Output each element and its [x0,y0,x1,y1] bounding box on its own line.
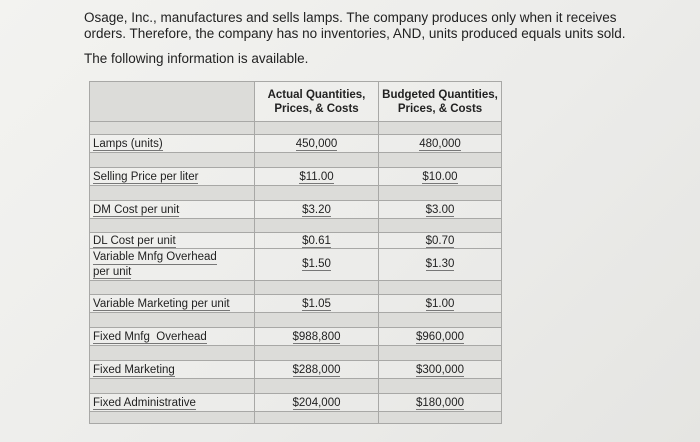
spacer-cell [90,346,255,361]
row-label-text: per unit [93,266,132,278]
row-label [90,295,255,313]
row-actual-value [255,233,379,249]
spacer-cell [379,412,502,424]
spacer-cell [90,186,255,201]
table-row [90,168,502,186]
row-actual-value [255,394,379,412]
actual-value-text: $0.61 [302,234,331,247]
spacer-cell [255,313,379,328]
spacer-cell [379,281,502,295]
row-actual-value [255,361,379,379]
table-spacer-row [90,219,502,233]
spacer-cell [90,412,255,424]
spacer-cell [379,346,502,361]
spacer-cell-label [90,122,255,135]
spacer-cell [255,219,379,233]
row-budgeted-value [379,135,502,153]
row-label-text: DM Cost per unit [93,203,180,216]
row-label [90,394,255,412]
spacer-cell [90,219,255,233]
row-label-line-1: Variable Mnfg Overhead [93,251,217,263]
row-actual-value [255,135,379,153]
row-label-text: Fixed Administrative [93,396,196,409]
spacer-cell [379,313,502,328]
row-label-line-2 [93,265,254,279]
row-label [90,233,255,249]
row-budgeted-value [379,201,502,219]
spacer-cell [255,346,379,361]
row-budgeted-value [379,361,502,379]
spacer-cell [255,412,379,424]
table-spacer-row [90,346,502,361]
budgeted-value-text: $1.00 [425,297,455,310]
actual-value-text: $1.50 [302,257,331,270]
budgeted-value-text: $960,000 [416,330,464,343]
spacer-cell [379,186,502,201]
available-text: The following information is available. [84,51,309,66]
actual-value-text: $11.00 [299,170,334,183]
table-spacer-row [90,379,502,394]
spacer-cell-budgeted [379,122,502,135]
row-label-text: Variable Marketing per unit [93,297,230,310]
row-budgeted-value [379,233,502,249]
row-budgeted-value [379,295,502,313]
table-spacer-row [90,186,502,201]
actual-value-text: $3.20 [302,203,331,216]
row-label [90,168,255,186]
table-spacer-row [90,412,502,424]
table-row [90,233,502,249]
intro-line-1: Osage, Inc., manufactures and sells lamps. The company produces only when it receives [84,10,617,25]
header-actual-line-2: Prices, & Costs [274,102,359,115]
spacer-cell [379,153,502,168]
budgeted-value-text: $3.00 [425,203,455,216]
row-actual-value [255,328,379,346]
table-row [90,135,502,153]
header-actual [255,82,379,122]
row-label-text: Fixed Marketing [93,363,175,376]
row-budgeted-value [379,249,502,281]
information-table [89,81,502,424]
table-spacer-row [90,153,502,168]
table-spacer-row [90,313,502,328]
spacer-cell [255,281,379,295]
budgeted-value-text: $300,000 [416,363,464,376]
budgeted-value-text: 480,000 [419,137,461,150]
row-actual-value [255,295,379,313]
actual-value-text: $1.05 [302,297,331,310]
table-row [90,295,502,313]
actual-value-text: $988,800 [292,330,341,343]
table-row [90,249,502,281]
spacer-cell [255,153,379,168]
row-label [90,328,255,346]
budgeted-value-text: $180,000 [416,396,464,409]
header-actual-line-1: Actual Quantities, [267,88,366,101]
spacer-cell [90,313,255,328]
row-label [90,135,255,153]
row-label [90,201,255,219]
spacer-cell [379,379,502,394]
actual-value-text: $288,000 [292,363,341,376]
row-actual-value [255,249,379,281]
budgeted-value-text: $0.70 [425,234,455,247]
spacer-cell [379,219,502,233]
budgeted-value-text: $10.00 [422,170,458,183]
row-label-text: Selling Price per liter [93,170,199,183]
table-row [90,201,502,219]
spacer-cell-actual [255,122,379,135]
intro-line-2: orders. Therefore, the company has no inventories, AND, units produced equals units sold. [84,26,626,41]
spacer-cell [255,379,379,394]
header-budgeted [379,82,502,122]
actual-value-text: $204,000 [292,396,341,409]
spacer-cell [90,153,255,168]
spacer-cell [90,379,255,394]
row-actual-value [255,201,379,219]
spacer-cell [255,186,379,201]
table-row [90,394,502,412]
row-label-text: DL Cost per unit [93,234,176,247]
header-blank-cell [90,82,255,122]
row-label-text: Fixed Mnfg Overhead [93,330,207,343]
table-spacer-row [90,122,502,135]
table-row [90,361,502,379]
spacer-cell [90,281,255,295]
row-label [90,361,255,379]
row-budgeted-value [379,328,502,346]
row-budgeted-value [379,168,502,186]
actual-value-text: 450,000 [295,137,338,150]
row-budgeted-value [379,394,502,412]
table-spacer-row [90,281,502,295]
intro-paragraph [84,10,644,42]
row-label-text: Lamps (units) [93,137,163,150]
header-budgeted-line-2: Prices, & Costs [397,102,483,115]
table-header-row [90,82,502,122]
row-actual-value [255,168,379,186]
table-row [90,328,502,346]
row-label [90,249,255,281]
header-budgeted-line-1: Budgeted Quantities, [382,88,498,101]
budgeted-value-text: $1.30 [425,257,455,270]
